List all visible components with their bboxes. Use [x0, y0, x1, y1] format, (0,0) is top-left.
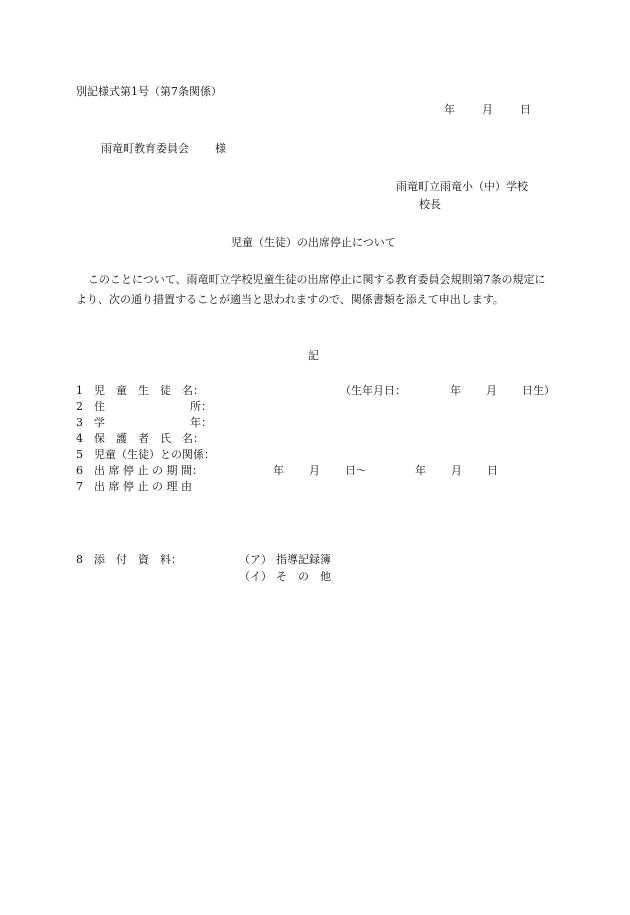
item-4-number: 4	[76, 432, 83, 445]
item-6-number: 6	[76, 464, 83, 477]
birth-day-suffix: 日生）	[522, 384, 555, 397]
addressee-name: 雨竜町教育委員会	[101, 142, 189, 155]
date-day: 日	[520, 103, 531, 116]
period-month-1: 月	[309, 464, 320, 477]
item-3-number: 3	[76, 416, 83, 429]
date-line	[444, 104, 531, 115]
attachment-b-mark: （イ）	[239, 570, 272, 583]
item-2-number: 2	[76, 400, 83, 413]
period-day-2: 日	[487, 464, 498, 477]
birth-year: 年	[450, 384, 461, 397]
attachment-a-text: 指導記録簿	[276, 553, 331, 566]
document-title: 児童（生徒）の出席停止について	[231, 236, 396, 249]
period-year-1: 年	[273, 464, 284, 477]
addressee	[101, 143, 226, 154]
item-8-number: 8	[76, 553, 83, 566]
item-1-label: 児 童 生 徒 名：	[94, 384, 204, 397]
item-7-label: 出 席 停 止 の 理 由	[94, 480, 192, 493]
period-day-1: 日〜	[345, 464, 367, 477]
item-4-label: 保 護 者 氏 名：	[94, 432, 204, 445]
form-number: 別記様式第1号（第7条関係）	[76, 85, 222, 98]
item-8-label: 添 付 資 料：	[94, 553, 182, 566]
item-2-label-b: 所：	[190, 400, 212, 413]
period-year-2: 年	[415, 464, 426, 477]
date-year: 年	[444, 103, 455, 116]
sender-school: 雨竜町立雨竜小（中）学校	[396, 180, 528, 193]
ki-heading: 記	[308, 349, 319, 362]
attachment-b-text: そ の 他	[276, 570, 331, 583]
birth-prefix: （生年月日：	[340, 384, 406, 397]
body-paragraph: このことについて、雨竜町立学校児童生徒の出席停止に関する教育委員会規則第7条の規定により、次の通り措置することが適当と思われますので、関係書類を添えて申出します。	[76, 273, 546, 306]
attachment-b	[239, 571, 331, 582]
attachment-a-mark: （ア）	[239, 553, 272, 566]
item-6-label: 出 席 停 止 の 期 間：	[94, 464, 203, 477]
item-1-number: 1	[76, 384, 83, 397]
addressee-honorific: 様	[215, 142, 226, 155]
attachment-a	[239, 554, 331, 565]
period-month-2: 月	[451, 464, 462, 477]
item-5-label: 児童（生徒）との関係：	[94, 448, 215, 461]
birth-month: 月	[486, 384, 497, 397]
item-3-label-b: 年：	[190, 416, 212, 429]
sender-title: 校長	[419, 198, 441, 211]
item-2-label-a: 住	[94, 400, 105, 413]
item-1-birthdate	[340, 385, 555, 396]
item-3-label-a: 学	[94, 416, 105, 429]
date-month: 月	[482, 103, 493, 116]
item-7-number: 7	[76, 480, 83, 493]
item-6-period	[273, 465, 498, 476]
item-5-number: 5	[76, 448, 83, 461]
